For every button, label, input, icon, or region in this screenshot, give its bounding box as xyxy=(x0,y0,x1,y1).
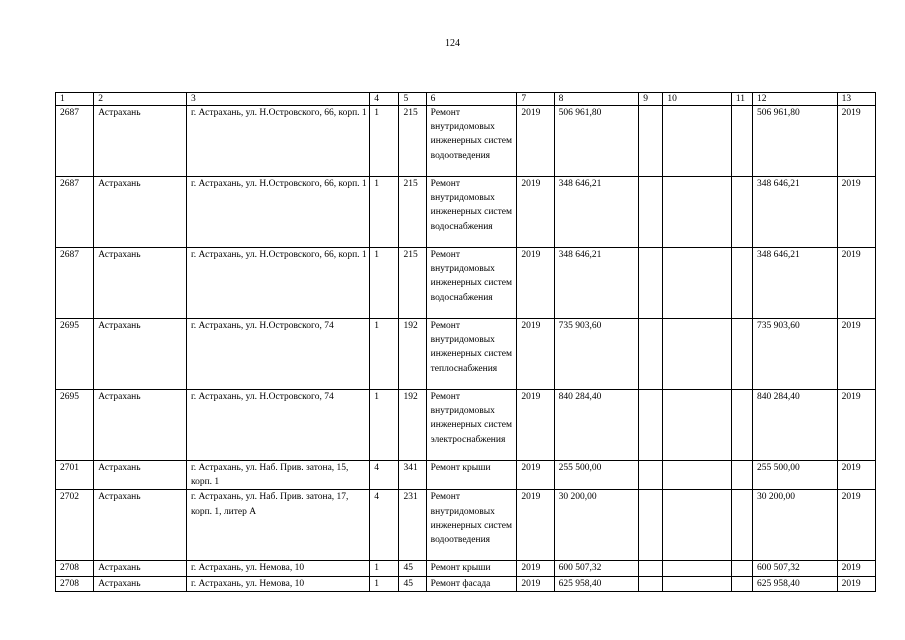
cell-city: Астрахань xyxy=(94,461,187,490)
cell-col11 xyxy=(731,106,752,177)
cell-col9 xyxy=(639,490,663,561)
works-table xyxy=(55,92,876,592)
cell-year: 2019 xyxy=(517,177,554,248)
cell-col4: 1 xyxy=(370,248,399,319)
column-number-cell: 3 xyxy=(186,93,369,106)
cell-col5: 215 xyxy=(399,106,426,177)
table-row xyxy=(56,390,876,461)
cell-total: 735 903,60 xyxy=(753,319,838,390)
cell-id: 2695 xyxy=(56,390,94,461)
cell-work-type: Ремонт внутридомовых инженерных систем водоснабжения xyxy=(426,177,517,248)
cell-year-end: 2019 xyxy=(837,177,875,248)
cell-total: 625 958,40 xyxy=(753,576,838,591)
cell-col10 xyxy=(663,177,732,248)
cell-col5: 192 xyxy=(399,319,426,390)
cell-col9 xyxy=(639,177,663,248)
cell-amount: 735 903,60 xyxy=(554,319,639,390)
cell-col5: 231 xyxy=(399,490,426,561)
cell-amount: 506 961,80 xyxy=(554,106,639,177)
cell-work-type: Ремонт внутридомовых инженерных систем электроснабжения xyxy=(426,390,517,461)
cell-col4: 1 xyxy=(370,576,399,591)
cell-col11 xyxy=(731,390,752,461)
cell-year: 2019 xyxy=(517,461,554,490)
cell-col4: 1 xyxy=(370,177,399,248)
cell-total: 348 646,21 xyxy=(753,248,838,319)
cell-year-end: 2019 xyxy=(837,461,875,490)
cell-year-end: 2019 xyxy=(837,561,875,576)
cell-id: 2702 xyxy=(56,490,94,561)
cell-work-type: Ремонт внутридомовых инженерных систем водоотведения xyxy=(426,106,517,177)
column-number-cell: 10 xyxy=(663,93,732,106)
cell-col5: 45 xyxy=(399,576,426,591)
page-number: 124 xyxy=(445,38,460,49)
cell-col11 xyxy=(731,319,752,390)
cell-year-end: 2019 xyxy=(837,248,875,319)
column-number-cell: 5 xyxy=(399,93,426,106)
cell-col11 xyxy=(731,490,752,561)
cell-city: Астрахань xyxy=(94,177,187,248)
cell-col10 xyxy=(663,106,732,177)
table-row xyxy=(56,490,876,561)
cell-address: г. Астрахань, ул. Н.Островского, 66, корп. 1 xyxy=(186,177,369,248)
cell-address: г. Астрахань, ул. Н.Островского, 66, корп. 1 xyxy=(186,106,369,177)
cell-year: 2019 xyxy=(517,106,554,177)
cell-col9 xyxy=(639,561,663,576)
cell-city: Астрахань xyxy=(94,490,187,561)
cell-col10 xyxy=(663,461,732,490)
cell-address: г. Астрахань, ул. Н.Островского, 66, корп. 1 xyxy=(186,248,369,319)
cell-col5: 215 xyxy=(399,248,426,319)
cell-amount: 600 507,32 xyxy=(554,561,639,576)
cell-total: 30 200,00 xyxy=(753,490,838,561)
cell-col4: 1 xyxy=(370,390,399,461)
cell-col11 xyxy=(731,576,752,591)
cell-city: Астрахань xyxy=(94,390,187,461)
cell-amount: 255 500,00 xyxy=(554,461,639,490)
cell-col10 xyxy=(663,561,732,576)
column-number-cell: 6 xyxy=(426,93,517,106)
cell-year: 2019 xyxy=(517,490,554,561)
column-number-cell: 7 xyxy=(517,93,554,106)
cell-id: 2708 xyxy=(56,576,94,591)
cell-year: 2019 xyxy=(517,319,554,390)
cell-total: 348 646,21 xyxy=(753,177,838,248)
cell-year: 2019 xyxy=(517,390,554,461)
column-number-cell: 8 xyxy=(554,93,639,106)
cell-address: г. Астрахань, ул. Немова, 10 xyxy=(186,561,369,576)
cell-amount: 840 284,40 xyxy=(554,390,639,461)
cell-col11 xyxy=(731,177,752,248)
cell-total: 255 500,00 xyxy=(753,461,838,490)
column-number-cell: 9 xyxy=(639,93,663,106)
column-number-cell: 12 xyxy=(753,93,838,106)
cell-id: 2708 xyxy=(56,561,94,576)
cell-work-type: Ремонт внутридомовых инженерных систем теплоснабжения xyxy=(426,319,517,390)
cell-work-type: Ремонт внутридомовых инженерных систем водоотведения xyxy=(426,490,517,561)
cell-address: г. Астрахань, ул. Наб. Прив. затона, 15, корп. 1 xyxy=(186,461,369,490)
cell-amount: 348 646,21 xyxy=(554,177,639,248)
column-number-cell: 1 xyxy=(56,93,94,106)
cell-address: г. Астрахань, ул. Н.Островского, 74 xyxy=(186,390,369,461)
cell-col4: 4 xyxy=(370,461,399,490)
cell-year: 2019 xyxy=(517,576,554,591)
cell-col11 xyxy=(731,461,752,490)
table-row xyxy=(56,576,876,591)
cell-col5: 215 xyxy=(399,177,426,248)
cell-col10 xyxy=(663,390,732,461)
cell-col9 xyxy=(639,248,663,319)
cell-year: 2019 xyxy=(517,561,554,576)
cell-col10 xyxy=(663,248,732,319)
cell-city: Астрахань xyxy=(94,106,187,177)
cell-col4: 1 xyxy=(370,106,399,177)
cell-col11 xyxy=(731,248,752,319)
cell-total: 600 507,32 xyxy=(753,561,838,576)
cell-id: 2695 xyxy=(56,319,94,390)
cell-col9 xyxy=(639,461,663,490)
cell-city: Астрахань xyxy=(94,319,187,390)
cell-col9 xyxy=(639,106,663,177)
cell-city: Астрахань xyxy=(94,576,187,591)
cell-total: 840 284,40 xyxy=(753,390,838,461)
cell-year-end: 2019 xyxy=(837,390,875,461)
cell-work-type: Ремонт крыши xyxy=(426,461,517,490)
cell-city: Астрахань xyxy=(94,561,187,576)
cell-address: г. Астрахань, ул. Н.Островского, 74 xyxy=(186,319,369,390)
table-row xyxy=(56,106,876,177)
cell-col10 xyxy=(663,319,732,390)
cell-work-type: Ремонт фасада xyxy=(426,576,517,591)
cell-year-end: 2019 xyxy=(837,576,875,591)
table-row xyxy=(56,461,876,490)
cell-id: 2687 xyxy=(56,177,94,248)
cell-col11 xyxy=(731,561,752,576)
table-row xyxy=(56,177,876,248)
column-number-cell: 4 xyxy=(370,93,399,106)
table-row xyxy=(56,248,876,319)
cell-col9 xyxy=(639,390,663,461)
cell-amount: 625 958,40 xyxy=(554,576,639,591)
column-number-row xyxy=(56,93,876,106)
cell-col9 xyxy=(639,319,663,390)
cell-col5: 192 xyxy=(399,390,426,461)
cell-col4: 1 xyxy=(370,319,399,390)
cell-col10 xyxy=(663,576,732,591)
cell-work-type: Ремонт внутридомовых инженерных систем водоснабжения xyxy=(426,248,517,319)
cell-total: 506 961,80 xyxy=(753,106,838,177)
column-number-cell: 13 xyxy=(837,93,875,106)
cell-year-end: 2019 xyxy=(837,319,875,390)
cell-id: 2701 xyxy=(56,461,94,490)
cell-work-type: Ремонт крыши xyxy=(426,561,517,576)
table-row xyxy=(56,561,876,576)
table-row xyxy=(56,319,876,390)
cell-col4: 1 xyxy=(370,561,399,576)
cell-year-end: 2019 xyxy=(837,106,875,177)
cell-amount: 30 200,00 xyxy=(554,490,639,561)
cell-year-end: 2019 xyxy=(837,490,875,561)
column-number-cell: 2 xyxy=(94,93,187,106)
cell-id: 2687 xyxy=(56,248,94,319)
cell-year: 2019 xyxy=(517,248,554,319)
column-number-cell: 11 xyxy=(731,93,752,106)
cell-col9 xyxy=(639,576,663,591)
cell-col5: 341 xyxy=(399,461,426,490)
cell-city: Астрахань xyxy=(94,248,187,319)
cell-id: 2687 xyxy=(56,106,94,177)
cell-address: г. Астрахань, ул. Немова, 10 xyxy=(186,576,369,591)
cell-col5: 45 xyxy=(399,561,426,576)
cell-col10 xyxy=(663,490,732,561)
cell-col4: 4 xyxy=(370,490,399,561)
cell-address: г. Астрахань, ул. Наб. Прив. затона, 17, корп. 1, литер А xyxy=(186,490,369,561)
cell-amount: 348 646,21 xyxy=(554,248,639,319)
